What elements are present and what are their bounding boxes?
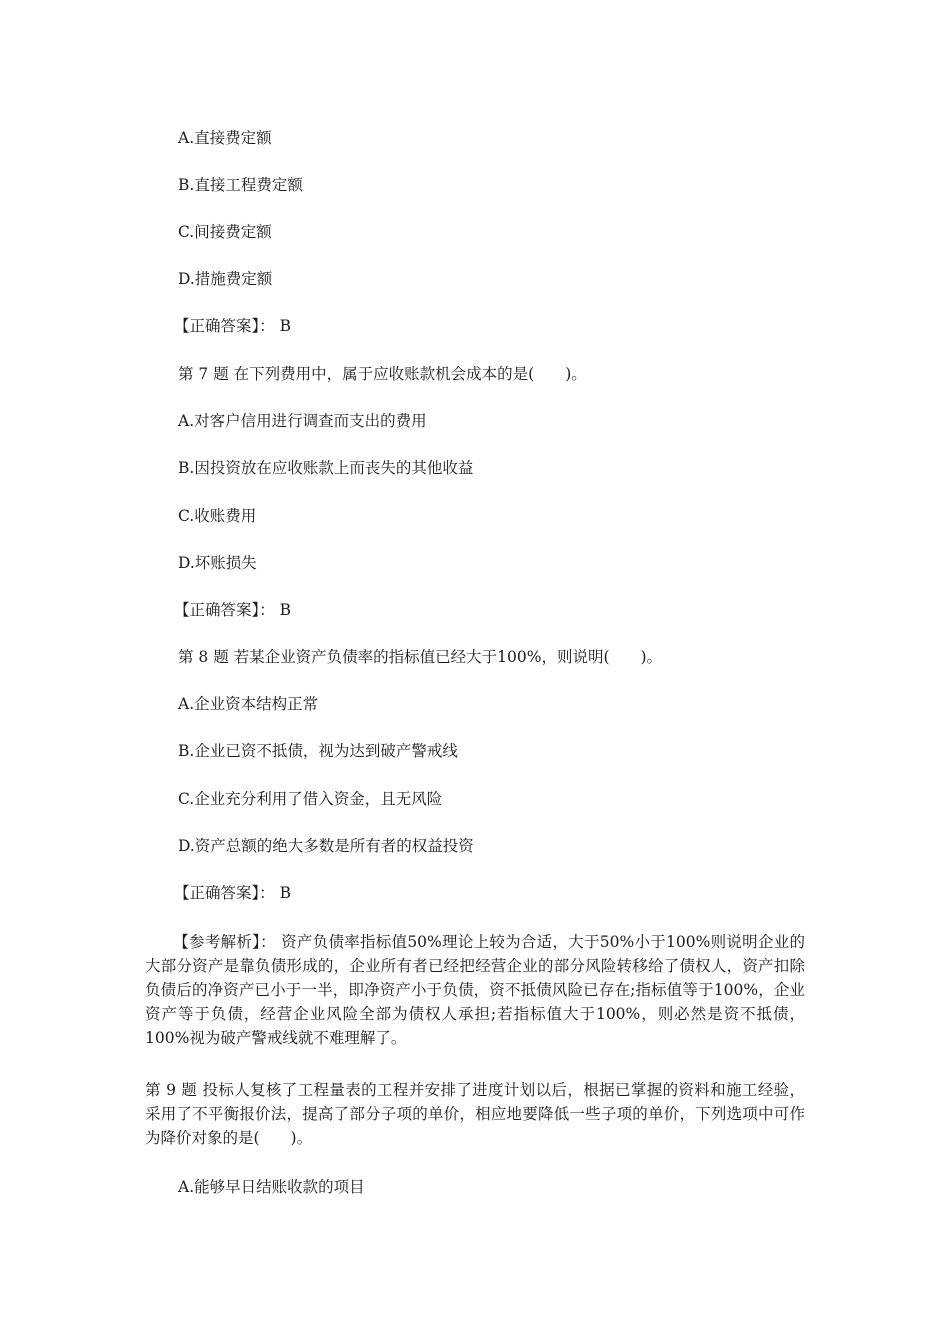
q8-option-d: D.资产总额的绝大多数是所有者的权益投资 — [178, 837, 474, 855]
q7-answer: 【正确答案】： B — [174, 601, 292, 619]
q7-question: 第 7 题 在下列费用中，属于应收账款机会成本的是( )。 — [178, 365, 587, 383]
q8-question: 第 8 题 若某企业资产负债率的指标值已经大于100%，则说明( )。 — [178, 648, 663, 666]
q9-option-a: A.能够早日结账收款的项目 — [178, 1178, 365, 1196]
q7-option-c: C.收账费用 — [178, 507, 257, 525]
q7-option-a: A.对客户信用进行调查而支出的费用 — [178, 412, 427, 430]
q8-option-c: C.企业充分利用了借入资金，且无风险 — [178, 790, 443, 808]
q8-option-a: A.企业资本结构正常 — [178, 695, 319, 713]
q8-analysis-text: 【参考解析】： 资产负债率指标值50%理论上较为合适，大于50%小于100%则说明企业的大部分资产是靠负债形成的，企业所有者已经把经营企业的部分风险转移给了债权人，资产扣除负债后的净资产已小于一半，即净资产小于负债，资不抵债风险已存在;指标值等于100%，企业资产等于负债，经营企业风险全部为债权人承担;若指标值大于100%，则必然是资不抵债，100%视为破产警戒线就不难理解了。 — [145, 933, 805, 1047]
q7-option-b: B.因投资放在应收账款上而丧失的其他收益 — [178, 459, 474, 477]
q7-option-d: D.坏账损失 — [178, 554, 257, 572]
q6-answer: 【正确答案】： B — [174, 317, 292, 335]
q8-option-b: B.企业已资不抵债，视为达到破产警戒线 — [178, 742, 458, 760]
q6-option-c: C.间接费定额 — [178, 223, 272, 241]
q6-option-a: A.直接费定额 — [178, 129, 272, 147]
q9-question: 第 9 题 投标人复核了工程量表的工程并安排了进度计划以后，根据已掌握的资料和施工经验，采用了不平衡报价法，提高了部分子项的单价，相应地要降低一些子项的单价，下列选项中可作为降价对象的是( )。 — [145, 1081, 805, 1147]
q6-option-d: D.措施费定额 — [178, 270, 273, 288]
q6-option-b: B.直接工程费定额 — [178, 176, 303, 194]
q8-answer: 【正确答案】： B — [174, 884, 292, 902]
q8-analysis — [145, 930, 805, 1050]
